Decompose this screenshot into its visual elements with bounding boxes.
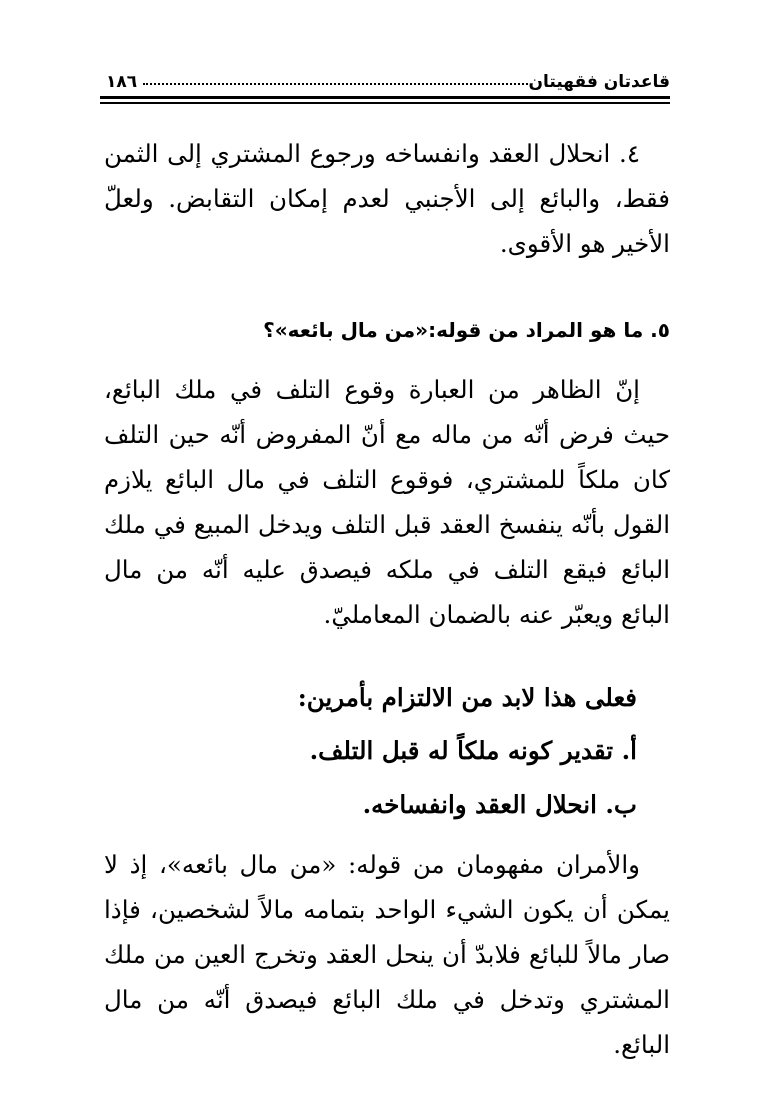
paragraph-conclusion: والأمران مفهومان من قوله: «من مال بائعه»، إذ لا يمكن أن يكون الشيء الواحد بتمامه مالاً لشخصين، فإذا صار مالاً للبائع فلابدّ أن ينحل العقد وتخرج العين من ملك المشتري وتدخل في ملك البائع فيصدق أنّه من مال البائع. [104, 850, 670, 1059]
paragraph-meaning: إنّ الظاهر من العبارة وقوع التلف في ملك البائع، حيث فرض أنّه من ماله مع أنّ المفروض أنّه حين التلف كان ملكاً للمشتري، فوقوع التلف في مال البائع يلازم القول بأنّه ينفسخ العقد قبل التلف ويدخل المبيع في ملك البائع فيقع التلف في ملكه فيصدق عليه أنّه من مال البائع ويعبّر عنه بالضمان المعامليّ. [104, 375, 670, 629]
page-number: ١٨٦ [106, 72, 138, 92]
header-rule-thick [100, 96, 670, 99]
list-item-b: ب. انحلال العقد وانفساخه. [362, 790, 637, 819]
header-dot-leader [143, 83, 528, 85]
header-title: قاعدتان فقهيتان [528, 72, 670, 92]
header-rule-thin [100, 102, 670, 104]
two-matters-intro: فعلى هذا لابد من الالتزام بأمرين: [297, 683, 637, 712]
paragraph-point-4: ٤. انحلال العقد وانفساخه ورجوع المشتري إلى الثمن فقط، والبائع إلى الأجنبي لعدم إمكان التقابض. ولعلّ الأخير هو الأقوى. [104, 139, 670, 258]
list-item-a: أ. تقدير كونه ملكاً له قبل التلف. [309, 736, 637, 765]
section-heading-5: ٥. ما هو المراد من قوله:«من مال بائعه»؟ [263, 318, 670, 342]
running-header [100, 58, 670, 92]
